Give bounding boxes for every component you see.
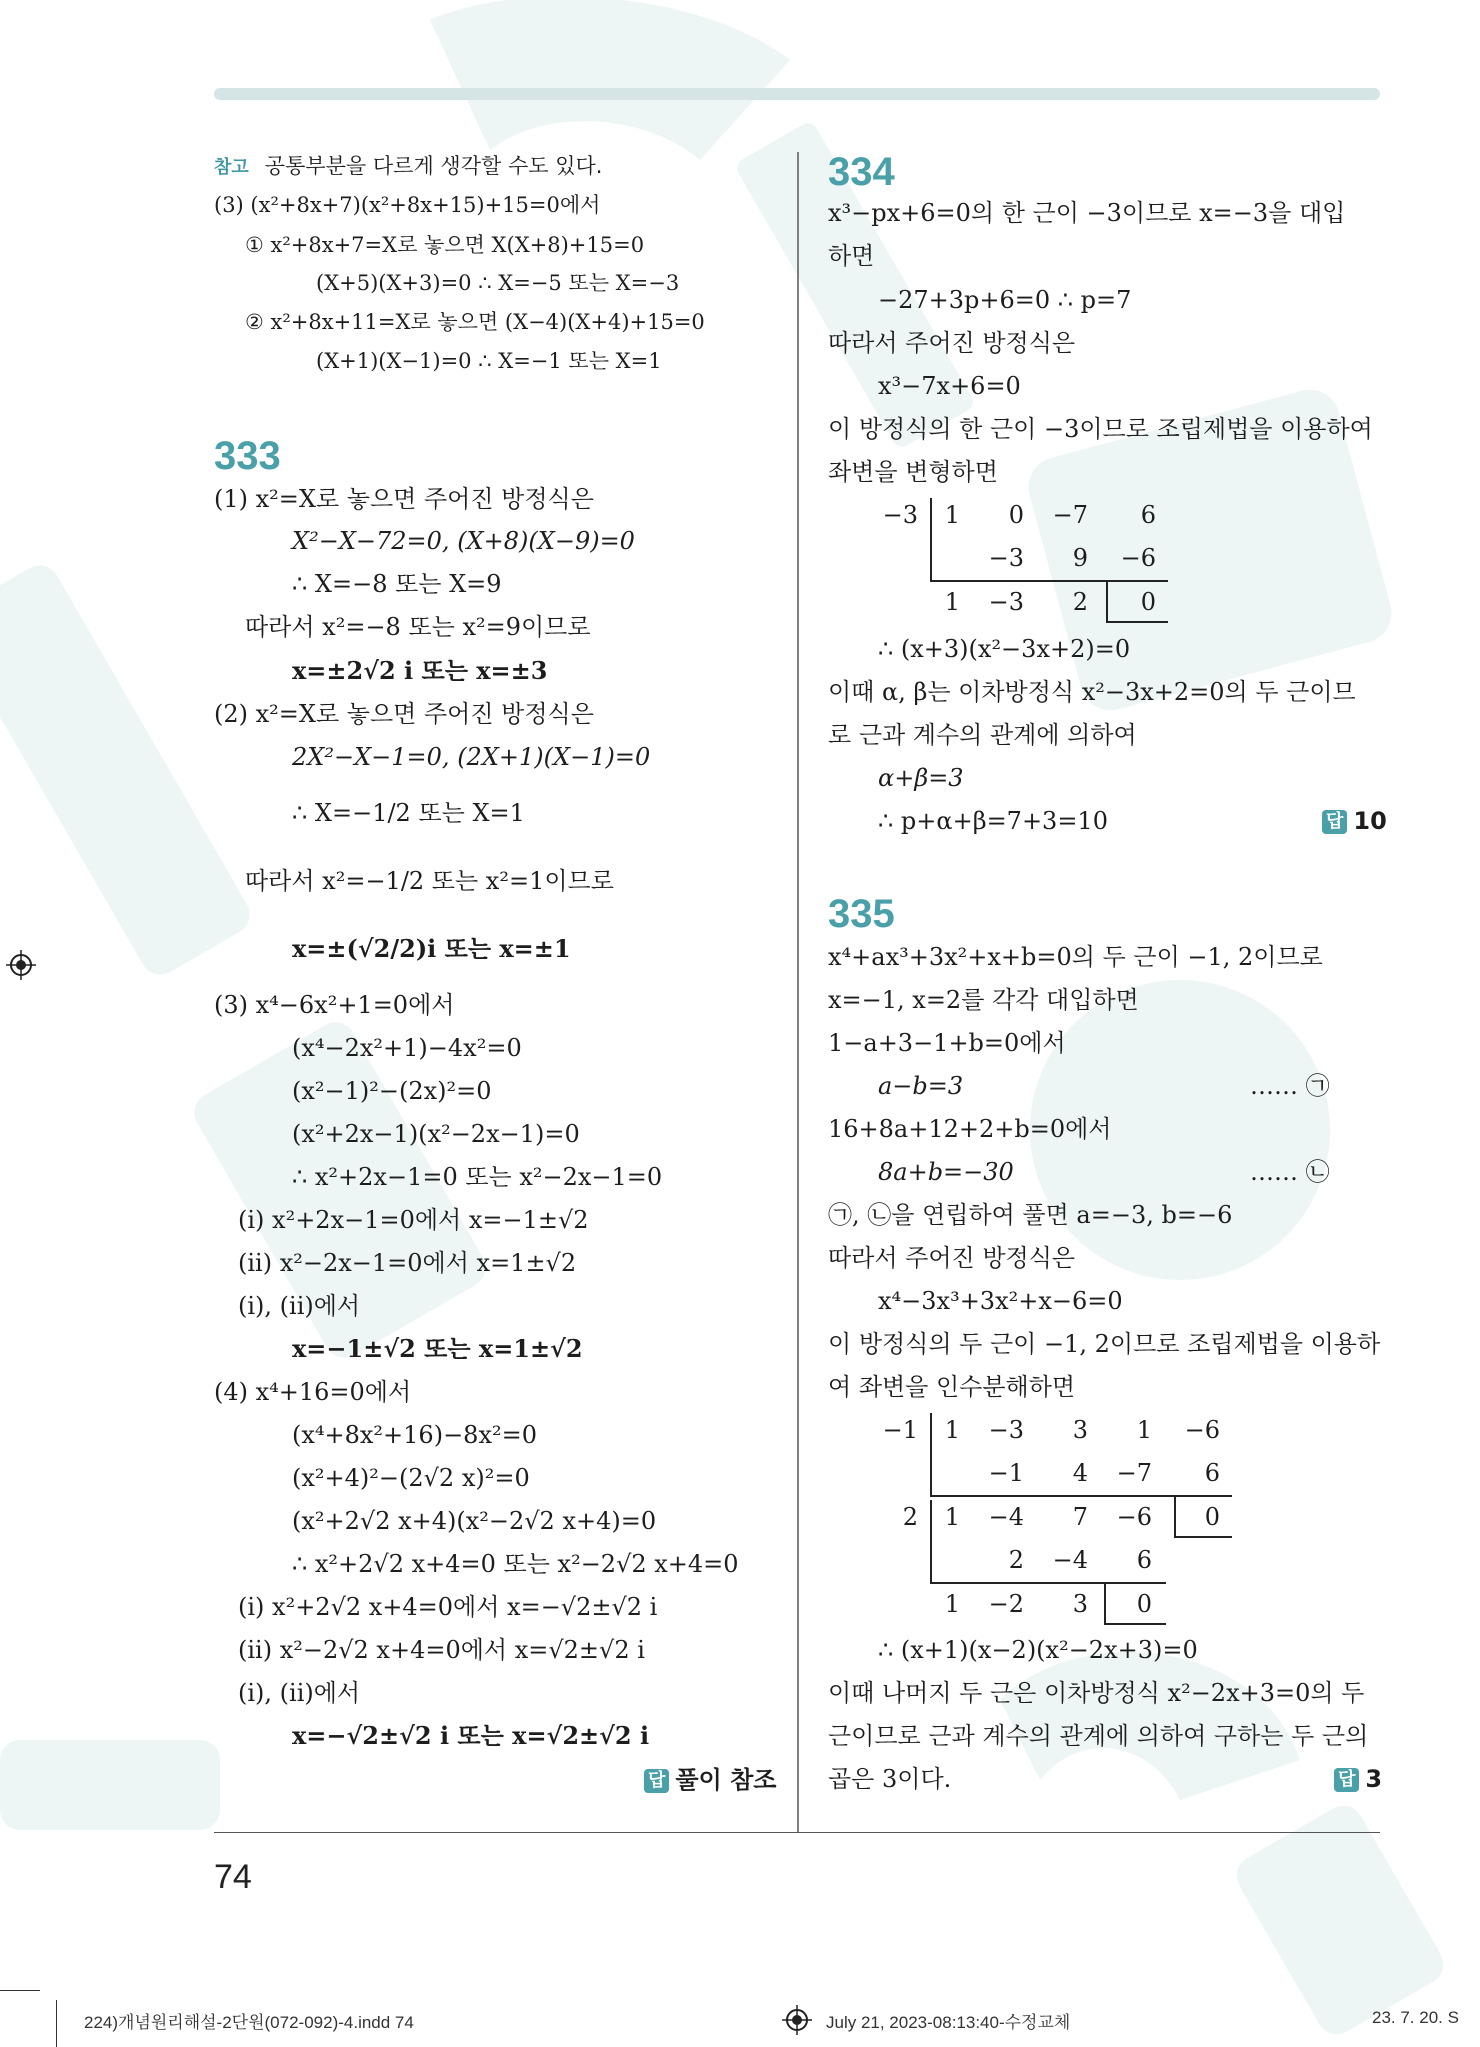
solution-line: −27+3p+6=0 ∴ p=7 [878, 286, 1132, 314]
solution-line: (i), (ii)에서 [238, 1292, 361, 1320]
division-cell: 0 [1204, 1503, 1220, 1531]
division-cell: 6 [1204, 1459, 1220, 1487]
footer-filename: 224)개념원리해설-2단원(072-092)-4.indd 74 [84, 2013, 414, 2032]
division-cell: −6 [1120, 544, 1156, 572]
division-horizontal-rule [930, 1495, 1232, 1497]
solution-line: 로 근과 계수의 관계에 의하여 [828, 721, 1137, 749]
solution-line: 이 방정식의 두 근이 −1, 2이므로 조립제법을 이용하 [828, 1330, 1381, 1358]
reference-line: (3) (x²+8x+7)(x²+8x+15)+15=0에서 [214, 193, 601, 217]
division-cell: 1 [944, 1416, 960, 1444]
solution-line: 따라서 주어진 방정식은 [828, 1244, 1076, 1272]
header-bar [214, 88, 1380, 100]
division-cell: 4 [1072, 1459, 1088, 1487]
solution-line: 이 방정식의 한 근이 −3이므로 조립제법을 이용하여 [828, 415, 1373, 443]
solution-line: (x²+2x−1)(x²−2x−1)=0 [292, 1120, 580, 1148]
division-cell: −1 [988, 1459, 1024, 1487]
solution-line: X²−X−72=0, (X+8)(X−9)=0 [292, 527, 635, 555]
solution-line: (4) x⁴+16=0에서 [214, 1378, 412, 1406]
solution-line: (x²−1)²−(2x)²=0 [292, 1077, 492, 1105]
problem-number-333: 333 [214, 434, 281, 478]
remainder-box [1174, 1536, 1232, 1538]
division-cell: 3 [1072, 1416, 1088, 1444]
division-cell: −4 [1052, 1546, 1088, 1574]
answer-label: 답 [644, 1769, 669, 1793]
solution-line: (x⁴+8x²+16)−8x²=0 [292, 1421, 537, 1449]
reference-line: ① x²+8x+7=X로 놓으면 X(X+8)+15=0 [245, 233, 645, 257]
answer-value: 3 [1365, 1765, 1383, 1793]
division-vertical-rule [930, 1413, 932, 1495]
solution-line: (x²+4)²−(2√2 x)²=0 [292, 1464, 530, 1492]
solution-line: (x²+2√2 x+4)(x²−2√2 x+4)=0 [292, 1507, 657, 1535]
solution-line: ∴ (x+3)(x²−3x+2)=0 [878, 635, 1131, 663]
solution-line: (i) x²+2√2 x+4=0에서 x=−√2±√2 i [238, 1593, 658, 1621]
division-cell: −6 [1184, 1416, 1220, 1444]
division-cell: −3 [988, 588, 1024, 616]
division-cell: 9 [1072, 544, 1088, 572]
solution-line: (ii) x²−2√2 x+4=0에서 x=√2±√2 i [238, 1636, 645, 1664]
division-horizontal-rule [930, 1582, 1166, 1584]
division-cell: −4 [988, 1503, 1024, 1531]
solution-line: 2X²−X−1=0, (2X+1)(X−1)=0 [292, 743, 651, 771]
reference-text: 공통부분을 다르게 생각할 수도 있다. [264, 154, 603, 178]
answer-333 [644, 1765, 776, 1795]
division-cell: 1 [944, 501, 960, 529]
solution-line: 근이므로 근과 계수의 관계에 의하여 구하는 두 근의 [828, 1722, 1369, 1750]
solution-line: ㉠, ㉡을 연립하여 풀면 a=−3, b=−6 [828, 1201, 1233, 1229]
division-divisor: −3 [882, 501, 918, 529]
reference-line: (X+5)(X+3)=0 ∴ X=−5 또는 X=−3 [316, 271, 680, 295]
problem-number-334: 334 [828, 150, 895, 194]
remainder-box [1106, 580, 1108, 622]
solution-line: a−b=3 [878, 1072, 964, 1100]
problem-number-335: 335 [828, 892, 895, 936]
equation-tag: …… ㉡ [1250, 1158, 1330, 1186]
footer-date: 23. 7. 20. S [1372, 2008, 1459, 2027]
solution-line: (ii) x²−2x−1=0에서 x=1±√2 [238, 1249, 577, 1277]
answer-value: 풀이 참조 [675, 1766, 777, 1794]
division-cell: 3 [1072, 1590, 1088, 1618]
solution-line: 곱은 3이다. [828, 1765, 952, 1793]
solution-line: ∴ x²+2x−1=0 또는 x²−2x−1=0 [292, 1163, 663, 1191]
solution-line: 여 좌변을 인수분해하면 [828, 1373, 1076, 1401]
solution-line: x⁴−3x³+3x²+x−6=0 [878, 1287, 1123, 1315]
answer-label: 답 [1322, 810, 1347, 834]
division-cell: 6 [1140, 501, 1156, 529]
solution-line: ∴ X=−8 또는 X=9 [292, 570, 502, 598]
solution-line: (x⁴−2x²+1)−4x²=0 [292, 1034, 522, 1062]
division-cell: −2 [988, 1590, 1024, 1618]
solution-line: 8a+b=−30 [878, 1158, 1014, 1186]
division-cell: 2 [1072, 588, 1088, 616]
solution-line: 하면 [828, 242, 875, 270]
solution-result: x=−√2±√2 i 또는 x=√2±√2 i [292, 1721, 650, 1750]
reference-note [214, 151, 602, 183]
crop-mark [0, 1990, 40, 1991]
division-cell: 0 [1140, 588, 1156, 616]
solution-line: (2) x²=X로 놓으면 주어진 방정식은 [214, 700, 594, 728]
registration-mark-icon [6, 950, 36, 980]
solution-line: 이때 나머지 두 근은 이차방정식 x²−2x+3=0의 두 [828, 1679, 1365, 1707]
answer-334 [1322, 806, 1387, 836]
solution-line: (1) x²=X로 놓으면 주어진 방정식은 [214, 485, 594, 513]
division-cell: 2 [1008, 1546, 1024, 1574]
division-cell: −3 [988, 1416, 1024, 1444]
division-cell: 1 [944, 588, 960, 616]
solution-result: x=±(√2/2)i 또는 x=±1 [292, 934, 571, 963]
division-cell: 1 [944, 1503, 960, 1531]
division-cell: 0 [1008, 501, 1024, 529]
solution-line: 1−a+3−1+b=0에서 [828, 1029, 1066, 1057]
remainder-box [1104, 1582, 1106, 1624]
solution-line: x=−1, x=2를 각각 대입하면 [828, 986, 1139, 1014]
solution-line: 이때 α, β는 이차방정식 x²−3x+2=0의 두 근이므 [828, 678, 1356, 706]
page-number: 74 [214, 1858, 252, 1896]
footer-timestamp: July 21, 2023-08:13:40-수정교체 [826, 2013, 1071, 2032]
column-divider [797, 152, 799, 1832]
division-divisor: −1 [882, 1416, 918, 1444]
reference-line: (X+1)(X−1)=0 ∴ X=−1 또는 X=1 [316, 349, 662, 373]
solution-line: x³−px+6=0의 한 근이 −3이므로 x=−3을 대입 [828, 199, 1346, 227]
solution-line: ∴ X=−1/2 또는 X=1 [292, 799, 525, 827]
solution-line: ∴ (x+1)(x−2)(x²−2x+3)=0 [878, 1636, 1198, 1664]
solution-line: (3) x⁴−6x²+1=0에서 [214, 991, 455, 1019]
remainder-box [1106, 621, 1168, 623]
solution-line: x⁴+ax³+3x²+x+b=0의 두 근이 −1, 2이므로 [828, 943, 1323, 971]
remainder-box [1104, 1623, 1166, 1625]
solution-line: 따라서 x²=−1/2 또는 x²=1이므로 [245, 867, 614, 895]
division-divisor: 2 [902, 1503, 918, 1531]
solution-line: ∴ x²+2√2 x+4=0 또는 x²−2√2 x+4=0 [292, 1550, 739, 1578]
division-cell: −7 [1116, 1459, 1152, 1487]
division-vertical-rule [930, 498, 932, 580]
solution-line: 따라서 주어진 방정식은 [828, 329, 1076, 357]
division-cell: 0 [1136, 1590, 1152, 1618]
answer-label: 답 [1334, 1768, 1359, 1792]
solution-result: x=±2√2 i 또는 x=±3 [292, 656, 548, 685]
remainder-box [1174, 1495, 1176, 1537]
division-vertical-rule [930, 1500, 932, 1582]
division-horizontal-rule [930, 580, 1168, 582]
answer-335 [1334, 1764, 1382, 1794]
solution-line: 따라서 x²=−8 또는 x²=9이므로 [245, 613, 591, 641]
bottom-rule [214, 1832, 1380, 1833]
division-cell: 7 [1072, 1503, 1088, 1531]
division-cell: −7 [1052, 501, 1088, 529]
division-cell: −6 [1116, 1503, 1152, 1531]
registration-mark-icon [782, 2005, 812, 2035]
solution-line: α+β=3 [878, 764, 964, 792]
solution-line: 16+8a+12+2+b=0에서 [828, 1115, 1112, 1143]
equation-tag: …… ㉠ [1250, 1072, 1330, 1100]
solution-line: ∴ p+α+β=7+3=10 [878, 807, 1108, 835]
division-cell: 1 [1136, 1416, 1152, 1444]
division-cell: 1 [944, 1590, 960, 1618]
division-cell: −3 [988, 544, 1024, 572]
solution-line: (i) x²+2x−1=0에서 x=−1±√2 [238, 1206, 589, 1234]
crop-mark [56, 2000, 57, 2047]
answer-value: 10 [1353, 807, 1387, 835]
solution-line: (i), (ii)에서 [238, 1679, 361, 1707]
reference-line: ② x²+8x+11=X로 놓으면 (X−4)(X+4)+15=0 [245, 310, 705, 334]
reference-label: 참고 [214, 157, 249, 178]
solution-line: 좌변을 변형하면 [828, 458, 998, 486]
solution-result: x=−1±√2 또는 x=1±√2 [292, 1334, 583, 1363]
division-cell: 6 [1136, 1546, 1152, 1574]
solution-line: x³−7x+6=0 [878, 372, 1021, 400]
